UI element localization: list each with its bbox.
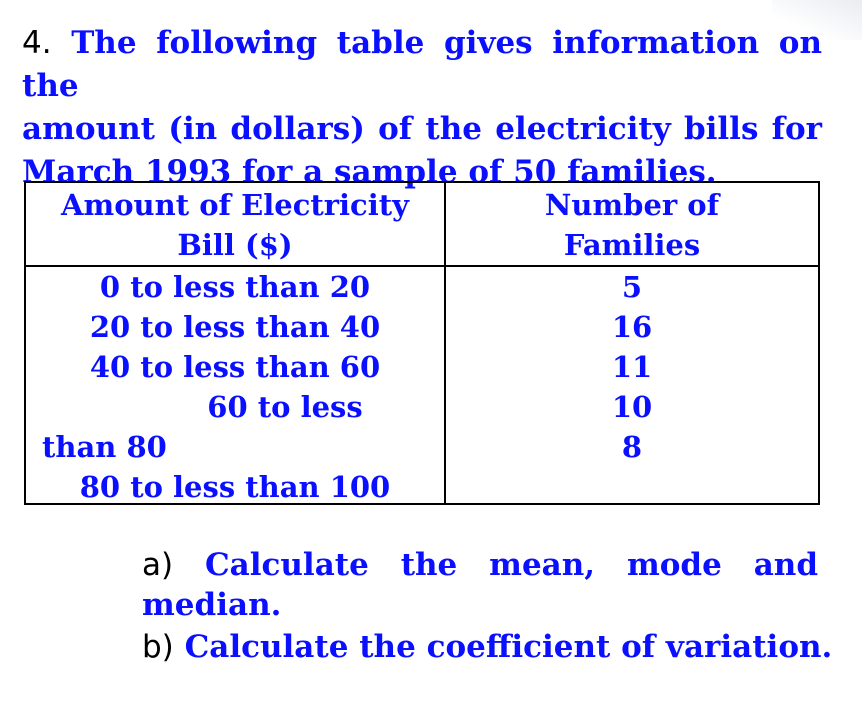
problem-line-2: amount (in dollars) of the electricity bills for (22, 111, 822, 147)
amount-row-5: 80 to less than 100 (79, 470, 391, 504)
amount-row-1: 0 to less than 20 (99, 270, 371, 304)
amount-row-2: 20 to less than 40 (89, 310, 381, 344)
problem-number: 4. (22, 25, 52, 61)
problem-line-1: 4. The following table gives information on the (22, 25, 822, 104)
header-families: Number of Families (544, 188, 720, 262)
problem-statement (22, 22, 822, 194)
question-a-marker: a) (142, 547, 174, 583)
amount-row-4b: than 80 (42, 430, 167, 464)
families-row-3: 11 (611, 350, 653, 384)
question-a (142, 545, 818, 625)
question-b: b) Calculate the coefficient of variation. (142, 629, 833, 665)
amount-row-4a: 60 to less (207, 390, 363, 424)
families-row-2: 16 (611, 310, 653, 344)
frequency-table (24, 181, 820, 505)
families-row-4: 10 (611, 390, 653, 424)
families-row-1: 5 (621, 270, 643, 304)
amount-row-3: 40 to less than 60 (89, 350, 381, 384)
question-a-line-2: median. (142, 587, 282, 623)
header-amount: Amount of Electricity Bill ($) (61, 188, 409, 262)
question-a-line-1: a) Calculate the mean, mode and (142, 547, 818, 583)
families-row-5: 8 (621, 430, 643, 464)
question-b-marker: b) (142, 629, 174, 665)
problem-line-3: March 1993 for a sample of 50 families. (22, 154, 717, 190)
